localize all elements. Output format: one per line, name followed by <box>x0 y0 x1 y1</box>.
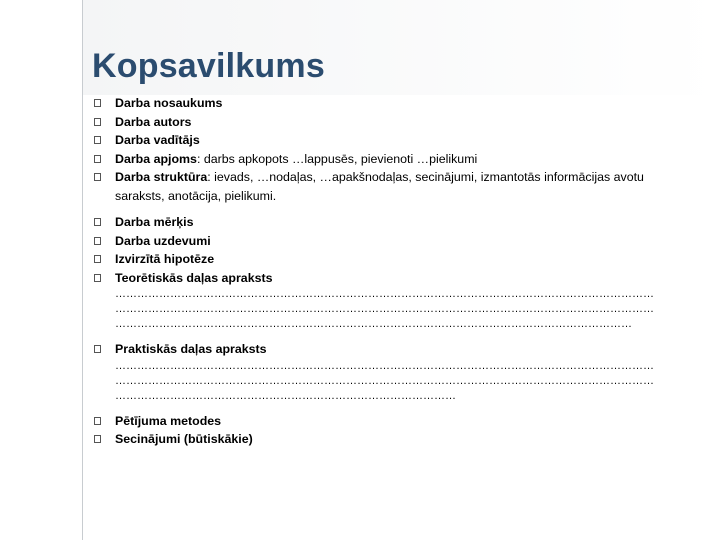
placeholder-dots: ………………………………………………………………………………………………………………………………… <box>115 288 654 300</box>
item-label: Darba apjoms <box>115 151 197 166</box>
placeholder-dots: ………………………………………………………………………………………………………………………………… <box>115 374 654 387</box>
bullet-icon <box>94 218 101 226</box>
item-label: Pētījuma metodes <box>115 413 222 428</box>
item-label: Darba uzdevumi <box>115 233 211 248</box>
bullet-icon <box>94 155 101 163</box>
bullet-icon <box>94 255 101 263</box>
list-item <box>94 269 684 333</box>
placeholder-dots: ………………………………………………………………………………………………………………………………… <box>115 303 654 315</box>
bullet-icon <box>94 173 101 181</box>
placeholder-dots: …………………………………………………………………………………………………………………………… <box>115 318 632 330</box>
left-rule <box>82 0 83 540</box>
list-item <box>94 213 684 232</box>
list-item <box>94 94 684 113</box>
item-label: Darba struktūra <box>115 170 208 184</box>
placeholder-dots: ………………………………………………………………………………… <box>115 389 456 402</box>
list-item <box>94 232 684 251</box>
item-label: Darba vadītājs <box>115 133 200 147</box>
list-item <box>94 250 684 269</box>
list-item <box>94 113 684 132</box>
item-label: Praktiskās daļas apraksts <box>115 342 267 356</box>
item-label: Darba autors <box>115 114 192 129</box>
item-label: Izvirzītā hipotēze <box>115 252 215 266</box>
item-label: Secinājumi (būtiskākie) <box>115 432 253 446</box>
bullet-icon <box>94 417 101 425</box>
item-detail: : ievads, …nodaļas, …apakšnodaļas, secinājumi, izmantotās informācijas avotu saraksts, anotācija, pielikumi. <box>115 170 644 203</box>
item-label: Darba nosaukums <box>115 96 223 110</box>
bullet-icon <box>94 136 101 144</box>
list-item <box>94 168 684 205</box>
item-label: Darba mērķis <box>115 215 194 229</box>
bullet-icon <box>94 435 101 443</box>
bullet-icon <box>94 274 101 282</box>
list-item <box>94 150 684 169</box>
list-item <box>94 131 684 150</box>
item-label: Teorētiskās daļas apraksts <box>115 270 273 285</box>
bullet-icon <box>94 345 101 353</box>
list-item <box>94 412 684 431</box>
slide-title: Kopsavilkums <box>92 47 325 85</box>
list-item <box>94 340 684 404</box>
bullet-icon <box>94 99 101 107</box>
item-detail: : darbs apkopots …lappusēs, pievienoti …pielikumi <box>196 151 478 166</box>
placeholder-dots: ………………………………………………………………………………………………………………………………… <box>115 359 654 372</box>
bullet-list <box>94 94 684 449</box>
list-item <box>94 430 684 449</box>
bullet-icon <box>94 118 101 126</box>
bullet-icon <box>94 237 101 245</box>
